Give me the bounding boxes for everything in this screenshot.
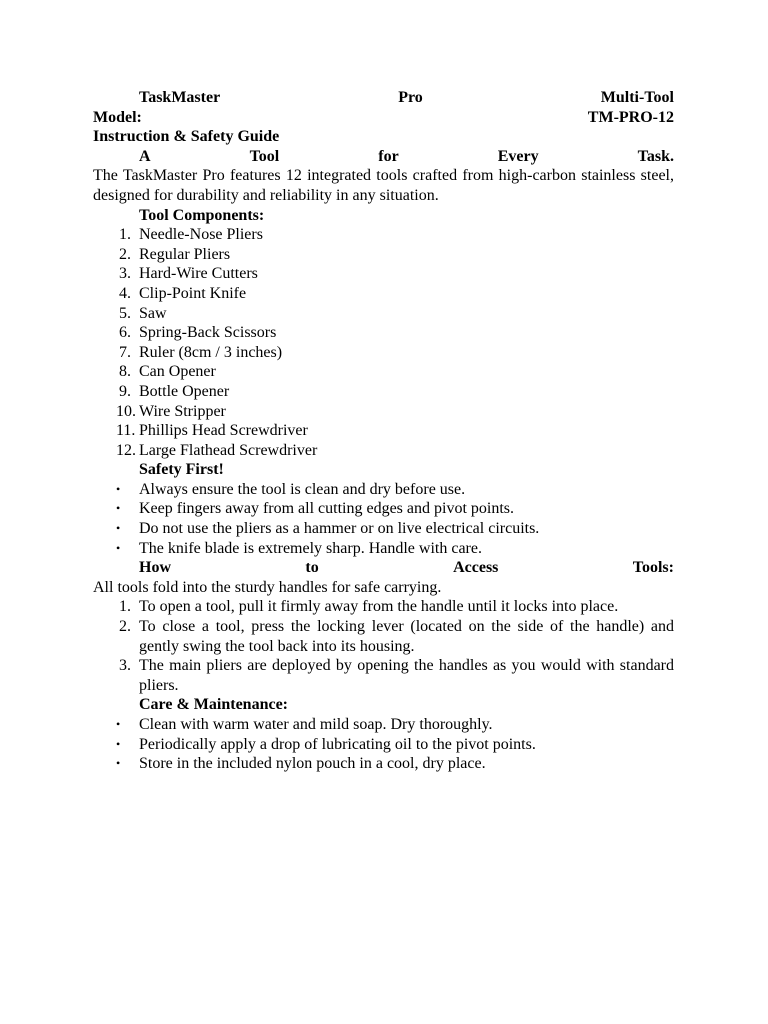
list-item bbox=[93, 304, 674, 324]
list-item bbox=[93, 264, 674, 284]
tagline-word: Every bbox=[497, 147, 539, 165]
list-item bbox=[93, 539, 674, 559]
list-item-text: To open a tool, pull it firmly away from the handle until it locks into place. bbox=[139, 598, 619, 616]
list-item-text: Clean with warm water and mild soap. Dry thoroughly. bbox=[139, 716, 493, 733]
list-item bbox=[93, 402, 674, 422]
tagline bbox=[93, 147, 674, 167]
list-item bbox=[93, 284, 674, 304]
list-item bbox=[93, 382, 674, 402]
access-intro: All tools fold into the sturdy handles for safe carrying. bbox=[93, 578, 442, 596]
list-item-text: Periodically apply a drop of lubricating oil to the pivot points. bbox=[139, 735, 536, 753]
components-list bbox=[93, 225, 674, 460]
list-item bbox=[93, 597, 674, 617]
guide-title: Instruction & Safety Guide bbox=[93, 128, 280, 146]
components-heading: Tool Components: bbox=[139, 206, 265, 224]
list-number: 6. bbox=[119, 324, 131, 342]
bullet-icon: • bbox=[116, 717, 121, 731]
tagline-word: A bbox=[139, 147, 151, 165]
list-item bbox=[93, 617, 674, 656]
model-label: Model: bbox=[93, 108, 142, 126]
list-number: 1. bbox=[119, 598, 131, 616]
bullet-icon: • bbox=[116, 736, 121, 751]
title-word: Multi-Tool bbox=[600, 89, 674, 106]
list-item-text: Always ensure the tool is clean and dry before use. bbox=[139, 480, 466, 498]
list-item-text: Do not use the pliers as a hammer or on live electrical circuits. bbox=[139, 520, 540, 538]
list-item-text: Keep fingers away from all cutting edges and pivot points. bbox=[139, 500, 515, 518]
document-page bbox=[93, 88, 674, 774]
bullet-icon: • bbox=[116, 540, 121, 555]
list-item-label: Hard-Wire Cutters bbox=[139, 265, 258, 283]
list-item-label: Wire Stripper bbox=[139, 402, 226, 420]
list-item-label: Ruler (8cm / 3 inches) bbox=[139, 343, 283, 361]
list-item bbox=[93, 362, 674, 382]
list-item-label: Saw bbox=[139, 304, 167, 322]
access-steps bbox=[93, 597, 674, 695]
model-line bbox=[93, 108, 674, 128]
product-title bbox=[93, 88, 674, 108]
care-heading: Care & Maintenance: bbox=[139, 696, 288, 714]
list-item bbox=[93, 519, 674, 539]
access-heading-word: to bbox=[305, 559, 319, 577]
title-word: TaskMaster bbox=[139, 89, 221, 106]
list-item-label: Spring-Back Scissors bbox=[139, 324, 277, 342]
list-item-label: Phillips Head Screwdriver bbox=[139, 422, 308, 440]
list-item bbox=[93, 735, 674, 755]
list-item bbox=[93, 225, 674, 245]
model-value: TM-PRO-12 bbox=[587, 108, 674, 126]
bullet-icon: • bbox=[116, 521, 121, 536]
list-item-text: The knife blade is extremely sharp. Handle with care. bbox=[139, 539, 482, 557]
list-item bbox=[93, 343, 674, 363]
access-heading-word: Access bbox=[453, 559, 499, 577]
list-item-label: Bottle Opener bbox=[139, 382, 230, 400]
list-item-label: Clip-Point Knife bbox=[139, 284, 247, 302]
list-item-label: Large Flathead Screwdriver bbox=[139, 441, 318, 459]
list-item bbox=[93, 245, 674, 265]
list-item bbox=[93, 499, 674, 519]
list-item bbox=[93, 421, 674, 441]
list-number: 9. bbox=[119, 382, 131, 400]
access-heading-word: Tools: bbox=[632, 559, 674, 577]
list-item-label: Regular Pliers bbox=[139, 245, 231, 263]
list-item-text: To close a tool, press the locking lever (located on the side of the handle) and gently swing the tool back into its housing. bbox=[139, 618, 674, 655]
intro-paragraph: The TaskMaster Pro features 12 integrated tools crafted from high-carbon stainless steel, designed for durability and reliability in any situation. bbox=[93, 167, 674, 204]
list-number: 3. bbox=[119, 265, 131, 283]
tagline-word: Task. bbox=[637, 147, 674, 165]
list-number: 1. bbox=[119, 226, 131, 244]
tagline-word: for bbox=[378, 147, 399, 165]
list-number: 2. bbox=[119, 245, 131, 263]
access-heading-word: How bbox=[139, 559, 171, 577]
tagline-word: Tool bbox=[249, 147, 280, 165]
list-number: 10. bbox=[116, 402, 136, 420]
access-heading bbox=[93, 558, 674, 578]
list-number: 3. bbox=[119, 657, 131, 675]
list-number: 4. bbox=[119, 284, 131, 302]
list-item-label: Needle-Nose Pliers bbox=[139, 226, 263, 244]
list-item bbox=[93, 754, 674, 774]
list-number: 8. bbox=[119, 363, 131, 381]
safety-heading: Safety First! bbox=[139, 461, 224, 479]
list-number: 2. bbox=[119, 618, 131, 636]
bullet-icon: • bbox=[116, 756, 121, 771]
safety-list bbox=[93, 480, 674, 558]
list-item-label: Can Opener bbox=[139, 363, 216, 381]
title-word: Pro bbox=[398, 89, 423, 106]
care-list bbox=[93, 715, 674, 774]
list-item bbox=[93, 441, 674, 461]
list-number: 11. bbox=[116, 422, 136, 440]
list-item-text: The main pliers are deployed by opening the handles as you would with standard pliers. bbox=[139, 657, 674, 694]
list-item bbox=[93, 480, 674, 500]
list-number: 7. bbox=[119, 343, 131, 361]
bullet-icon: • bbox=[116, 481, 121, 496]
list-item bbox=[93, 656, 674, 695]
list-item-text: Store in the included nylon pouch in a cool, dry place. bbox=[139, 755, 486, 773]
bullet-icon: • bbox=[116, 501, 121, 516]
list-number: 12. bbox=[116, 441, 136, 459]
list-item bbox=[93, 323, 674, 343]
list-item bbox=[93, 715, 674, 735]
list-number: 5. bbox=[119, 304, 131, 322]
